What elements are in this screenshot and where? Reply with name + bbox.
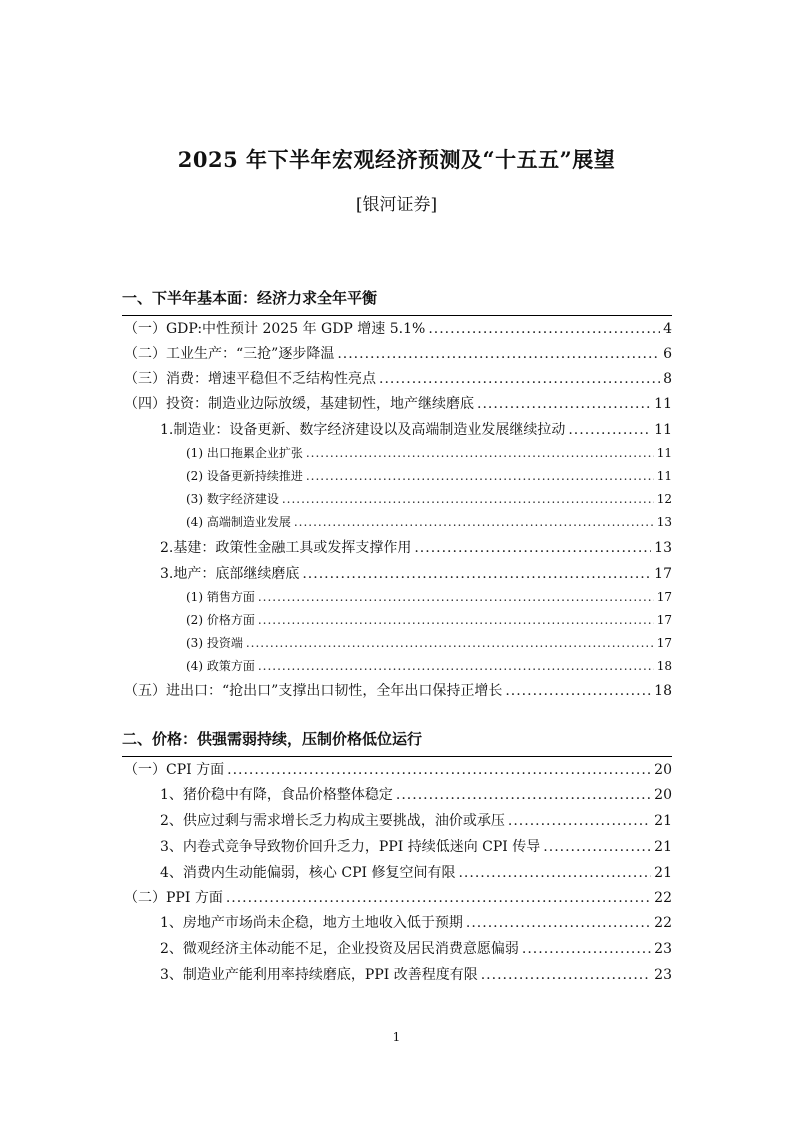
section-heading-2: 二、价格：供强需弱持续，压制价格低位运行 xyxy=(122,730,423,748)
toc-entry-text: 3、内卷式竞争导致物价回升乏力，PPI 持续低迷向 CPI 传导 xyxy=(160,839,541,855)
toc-entry[interactable] xyxy=(124,368,672,388)
toc-entry-text: （四）投资：制造业边际放缓，基建韧性，地产继续磨底 xyxy=(124,396,474,412)
toc-entry-text: (2) 价格方面 xyxy=(186,613,255,627)
toc-entry-text: 1、猪价稳中有降，食品价格整体稳定 xyxy=(160,787,393,803)
toc-leader-dots xyxy=(258,613,654,627)
toc-entry-page: 22 xyxy=(654,915,672,931)
toc-entry-text: (3) 投资端 xyxy=(186,636,243,650)
toc-entry-text: （一）GDP:中性预计 2025 年 GDP 增速 5.1% xyxy=(124,321,426,337)
toc-entry-text: 4、消费内生动能偏弱，核心 CPI 修复空间有限 xyxy=(160,865,456,881)
toc-entry-text: 3、制造业产能利用率持续磨底，PPI 改善程度有限 xyxy=(160,967,478,983)
toc-entry-page: 23 xyxy=(654,967,672,983)
toc-entry-text: (4) 政策方面 xyxy=(186,659,255,673)
toc-entry-text: （三）消费：增速平稳但不乏结构性亮点 xyxy=(124,371,376,387)
toc-entry-page: 20 xyxy=(654,762,672,778)
toc-entry-text: 1、房地产市场尚未企稳，地方土地收入低于预期 xyxy=(160,915,463,931)
page-title: 2025 年下半年宏观经济预测及“十五五”展望 xyxy=(177,147,616,172)
toc-entry[interactable] xyxy=(160,964,672,984)
toc-entry-text: 3.地产：底部继续磨底 xyxy=(160,566,300,582)
toc-entry-text: (1) 销售方面 xyxy=(186,590,255,604)
toc-entry-page: 13 xyxy=(654,540,672,556)
toc-entry[interactable] xyxy=(160,419,672,439)
toc-leader-dots xyxy=(258,590,654,604)
toc-entry-text: 2.基建：政策性金融工具或发挥支撑作用 xyxy=(160,540,412,556)
toc-entry[interactable] xyxy=(186,444,672,464)
toc-entry-page: 22 xyxy=(654,890,672,906)
toc-entry-page: 18 xyxy=(654,683,672,699)
toc-leader-dots xyxy=(306,469,654,483)
toc-entry-page: 21 xyxy=(654,839,672,855)
toc-leader-dots xyxy=(258,659,654,673)
toc-leader-dots xyxy=(543,839,651,855)
toc-entry[interactable] xyxy=(160,938,672,958)
toc-leader-dots xyxy=(246,636,654,650)
toc-leader-dots xyxy=(227,762,651,778)
toc-entry-text: (1) 出口拖累企业扩张 xyxy=(186,446,303,460)
toc-leader-dots xyxy=(282,492,654,506)
toc-entry[interactable] xyxy=(160,784,672,804)
toc-leader-dots xyxy=(481,967,651,983)
toc-entry-text: （一）CPI 方面 xyxy=(124,762,225,778)
toc-entry-page: 17 xyxy=(654,566,672,582)
page-number: 1 xyxy=(392,1030,401,1044)
toc-entry-text: （二）PPI 方面 xyxy=(124,890,223,906)
toc-entry-page: 17 xyxy=(656,590,672,604)
toc-entry[interactable] xyxy=(160,862,672,882)
toc-leader-dots xyxy=(466,915,651,931)
toc-entry[interactable] xyxy=(186,657,672,677)
section-2-top-rule xyxy=(122,756,672,757)
toc-entry-text: （五）进出口：“抢出口”支撑出口韧性，全年出口保持正增长 xyxy=(124,683,503,699)
toc-entry-text: 1.制造业：设备更新、数字经济建设以及高端制造业发展继续拉动 xyxy=(160,422,566,438)
toc-entry-page: 17 xyxy=(656,636,672,650)
page-subtitle: [银河证券] xyxy=(355,195,438,215)
toc-entry-text: (3) 数字经济建设 xyxy=(186,492,279,506)
toc-entry[interactable] xyxy=(124,680,672,700)
toc-leader-dots xyxy=(294,515,654,529)
toc-entry-page: 13 xyxy=(656,515,672,529)
toc-entry-page: 12 xyxy=(656,492,672,506)
toc-leader-dots xyxy=(428,321,660,337)
toc-entry[interactable] xyxy=(124,887,672,907)
toc-leader-dots xyxy=(505,683,651,699)
toc-entry-page: 4 xyxy=(663,321,672,337)
toc-entry[interactable] xyxy=(160,912,672,932)
toc-leader-dots xyxy=(226,890,651,906)
toc-entry[interactable] xyxy=(124,393,672,413)
toc-entry-text: 2、供应过剩与需求增长乏力构成主要挑战，油价或承压 xyxy=(160,813,505,829)
toc-entry-page: 17 xyxy=(656,613,672,627)
toc-entry-page: 11 xyxy=(654,396,672,412)
toc-entry[interactable] xyxy=(160,537,672,557)
toc-entry-page: 18 xyxy=(656,659,672,673)
toc-entry-page: 8 xyxy=(663,371,672,387)
toc-leader-dots xyxy=(302,566,651,582)
toc-entry[interactable] xyxy=(160,810,672,830)
section-heading-1: 一、下半年基本面：经济力求全年平衡 xyxy=(122,289,378,307)
toc-leader-dots xyxy=(458,865,651,881)
toc-leader-dots xyxy=(477,396,651,412)
toc-entry-page: 20 xyxy=(654,787,672,803)
toc-entry-page: 21 xyxy=(654,865,672,881)
toc-entry[interactable] xyxy=(124,759,672,779)
toc-entry-page: 11 xyxy=(654,422,672,438)
toc-leader-dots xyxy=(306,446,654,460)
toc-entry-page: 11 xyxy=(656,446,672,460)
toc-leader-dots xyxy=(379,371,660,387)
toc-entry-text: （二）工业生产：“三抢”逐步降温 xyxy=(124,346,335,362)
toc-leader-dots xyxy=(568,422,651,438)
toc-leader-dots xyxy=(414,540,651,556)
toc-entry[interactable] xyxy=(160,563,672,583)
toc-leader-dots xyxy=(396,787,651,803)
toc-entry-page: 23 xyxy=(654,941,672,957)
toc-entry[interactable] xyxy=(186,490,672,510)
toc-entry[interactable] xyxy=(186,611,672,631)
toc-leader-dots xyxy=(508,813,651,829)
toc-entry-text: 2、微观经济主体动能不足，企业投资及居民消费意愿偏弱 xyxy=(160,941,519,957)
toc-leader-dots xyxy=(522,941,651,957)
toc-entry[interactable] xyxy=(124,343,672,363)
toc-entry-page: 21 xyxy=(654,813,672,829)
toc-entry-text: (4) 高端制造业发展 xyxy=(186,515,291,529)
toc-entry[interactable] xyxy=(186,467,672,487)
toc-entry[interactable] xyxy=(186,588,672,608)
toc-entry-page: 11 xyxy=(656,469,672,483)
section-1-top-rule xyxy=(122,315,672,316)
toc-entry[interactable] xyxy=(186,634,672,654)
toc-entry-page: 6 xyxy=(663,346,672,362)
toc-entry[interactable] xyxy=(186,513,672,533)
toc-entry[interactable] xyxy=(124,318,672,338)
toc-entry[interactable] xyxy=(160,836,672,856)
toc-leader-dots xyxy=(337,346,660,362)
toc-entry-text: (2) 设备更新持续推进 xyxy=(186,469,303,483)
